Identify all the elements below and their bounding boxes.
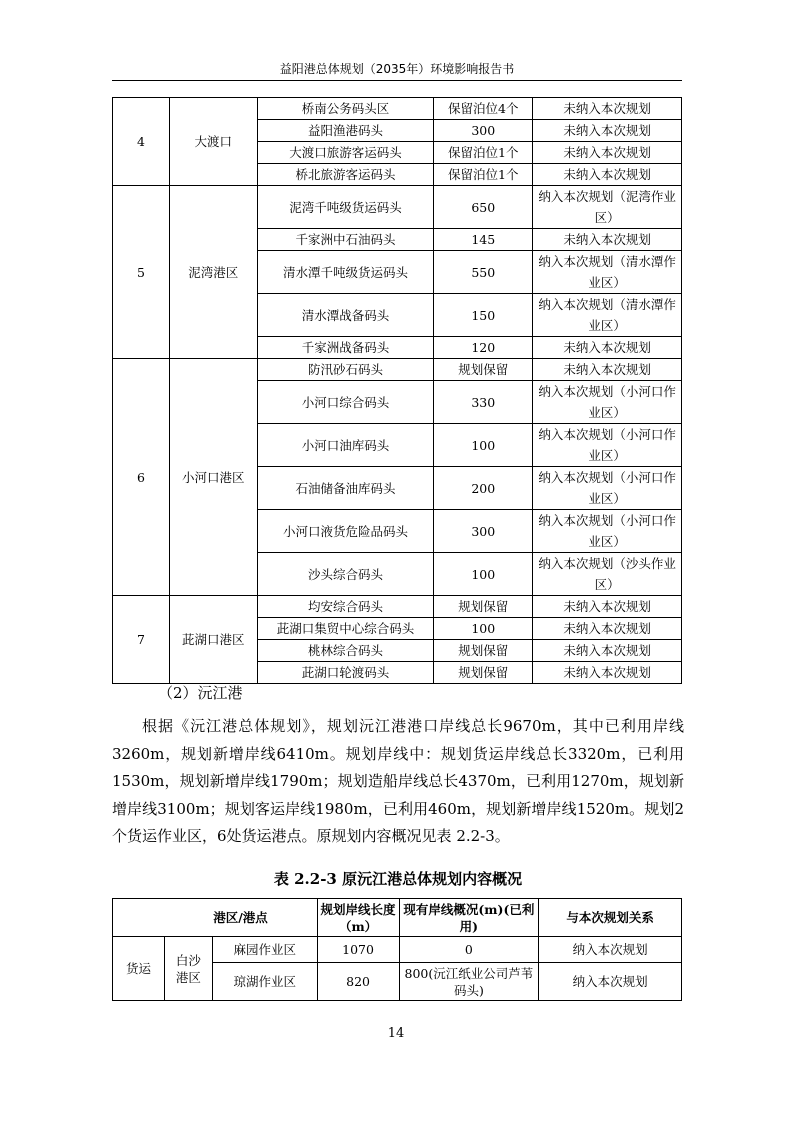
header-spacer	[113, 899, 165, 937]
group-area: 大渡口	[169, 98, 257, 186]
wharf-name: 小河口综合码头	[257, 381, 434, 424]
header-rule	[112, 80, 682, 81]
table-row	[113, 186, 682, 229]
work-area: 麻园作业区	[212, 937, 317, 963]
wharf-name: 千家洲中石油码头	[257, 229, 434, 251]
group-number: 7	[113, 596, 170, 684]
plan-relation: 纳入本次规划（泥湾作业区）	[533, 186, 682, 229]
wharf-length: 保留泊位1个	[434, 142, 533, 164]
plan-relation: 纳入本次规划（清水潭作业区）	[533, 294, 682, 337]
plan-relation: 未纳入本次规划	[533, 337, 682, 359]
plan-relation: 未纳入本次规划	[533, 596, 682, 618]
wharf-name: 桥北旅游客运码头	[257, 164, 434, 186]
wharf-name: 千家洲战备码头	[257, 337, 434, 359]
group-area: 茈湖口港区	[169, 596, 257, 684]
header-area: 港区/港点	[164, 899, 317, 937]
port-area-cell: 白沙港区	[164, 937, 212, 1001]
wharf-length: 550	[434, 251, 533, 294]
plan-relation: 纳入本次规划（小河口作业区）	[533, 467, 682, 510]
wharf-length: 150	[434, 294, 533, 337]
wharf-name: 沙头综合码头	[257, 553, 434, 596]
wharf-name: 桃林综合码头	[257, 640, 434, 662]
table-row	[113, 359, 682, 381]
table-row	[113, 937, 682, 963]
yuanjiang-plan-table	[112, 898, 682, 1001]
category-cell: 货运	[113, 937, 165, 1001]
wharf-name: 茈湖口集贸中心综合码头	[257, 618, 434, 640]
wharf-name: 泥湾千吨级货运码头	[257, 186, 434, 229]
page-number: 14	[387, 1026, 405, 1041]
wharf-name: 茈湖口轮渡码头	[257, 662, 434, 684]
wharf-name: 大渡口旅游客运码头	[257, 142, 434, 164]
wharf-length: 100	[434, 553, 533, 596]
group-area: 小河口港区	[169, 359, 257, 596]
wharf-length: 规划保留	[434, 662, 533, 684]
plan-relation: 未纳入本次规划	[533, 640, 682, 662]
wharf-length: 650	[434, 186, 533, 229]
plan-relation: 纳入本次规划（小河口作业区）	[533, 510, 682, 553]
header-length: 规划岸线长度（m）	[317, 899, 399, 937]
plan-length: 820	[317, 963, 399, 1001]
body-paragraph: 根据《沅江港总体规划》，规划沅江港港口岸线总长9670m，其中已利用岸线3260m，规划新增岸线6410m。规划岸线中：规划货运岸线总长3320m，已利用1530m，规划新增岸线1790m；规划造船岸线总长4370m，已利用1270m，规划新增岸线3100m；规划客运岸线1980m，已利用460m，规划新增岸线1520m。规划2个货运作业区，6处货运港点。原规划内容概况见表 2.2-3。	[112, 717, 684, 845]
plan-relation: 未纳入本次规划	[533, 359, 682, 381]
wharf-length: 规划保留	[434, 359, 533, 381]
group-number: 6	[113, 359, 170, 596]
plan-relation: 未纳入本次规划	[533, 98, 682, 120]
wharf-length: 保留泊位1个	[434, 164, 533, 186]
wharf-name: 小河口油库码头	[257, 424, 434, 467]
existing-status: 0	[399, 937, 539, 963]
group-number: 4	[113, 98, 170, 186]
work-area: 琼湖作业区	[212, 963, 317, 1001]
plan-relation: 未纳入本次规划	[533, 142, 682, 164]
group-area: 泥湾港区	[169, 186, 257, 359]
plan-relation: 纳入本次规划（沙头作业区）	[533, 553, 682, 596]
wharf-length: 100	[434, 618, 533, 640]
wharf-name: 小河口液货危险品码头	[257, 510, 434, 553]
wharf-name: 均安综合码头	[257, 596, 434, 618]
wharf-name: 清水潭战备码头	[257, 294, 434, 337]
wharf-name: 清水潭千吨级货运码头	[257, 251, 434, 294]
table-header-row	[113, 899, 682, 937]
existing-status: 800(沅江纸业公司芦苇码头)	[399, 963, 539, 1001]
plan-relation: 未纳入本次规划	[533, 618, 682, 640]
wharf-length: 保留泊位4个	[434, 98, 533, 120]
header-existing: 现有岸线概况(m)(已利用)	[399, 899, 539, 937]
plan-relation: 未纳入本次规划	[533, 662, 682, 684]
page-header: 益阳港总体规划（2035年）环境影响报告书	[279, 62, 515, 76]
plan-relation: 未纳入本次规划	[533, 164, 682, 186]
wharf-length: 330	[434, 381, 533, 424]
wharf-length: 145	[434, 229, 533, 251]
wharf-name: 石油储备油库码头	[257, 467, 434, 510]
wharf-length: 200	[434, 467, 533, 510]
plan-relation: 未纳入本次规划	[533, 120, 682, 142]
wharf-length: 120	[434, 337, 533, 359]
wharf-name: 防汛砂石码头	[257, 359, 434, 381]
wharf-length: 规划保留	[434, 640, 533, 662]
table-row	[113, 98, 682, 120]
plan-relation: 纳入本次规划	[539, 937, 682, 963]
plan-relation: 未纳入本次规划	[533, 229, 682, 251]
wharf-length: 300	[434, 120, 533, 142]
wharf-name: 益阳渔港码头	[257, 120, 434, 142]
wharf-name: 桥南公务码头区	[257, 98, 434, 120]
table-caption: 表 2.2-3 原沅江港总体规划内容概况	[273, 870, 523, 888]
table-row	[113, 596, 682, 618]
section-subheading: （2）沅江港	[158, 684, 243, 702]
plan-relation: 纳入本次规划（小河口作业区）	[533, 381, 682, 424]
wharf-table	[112, 97, 682, 684]
wharf-length: 100	[434, 424, 533, 467]
wharf-length: 300	[434, 510, 533, 553]
plan-relation: 纳入本次规划（清水潭作业区）	[533, 251, 682, 294]
plan-relation: 纳入本次规划	[539, 963, 682, 1001]
plan-relation: 纳入本次规划（小河口作业区）	[533, 424, 682, 467]
wharf-length: 规划保留	[434, 596, 533, 618]
group-number: 5	[113, 186, 170, 359]
header-relation: 与本次规划关系	[539, 899, 682, 937]
plan-length: 1070	[317, 937, 399, 963]
